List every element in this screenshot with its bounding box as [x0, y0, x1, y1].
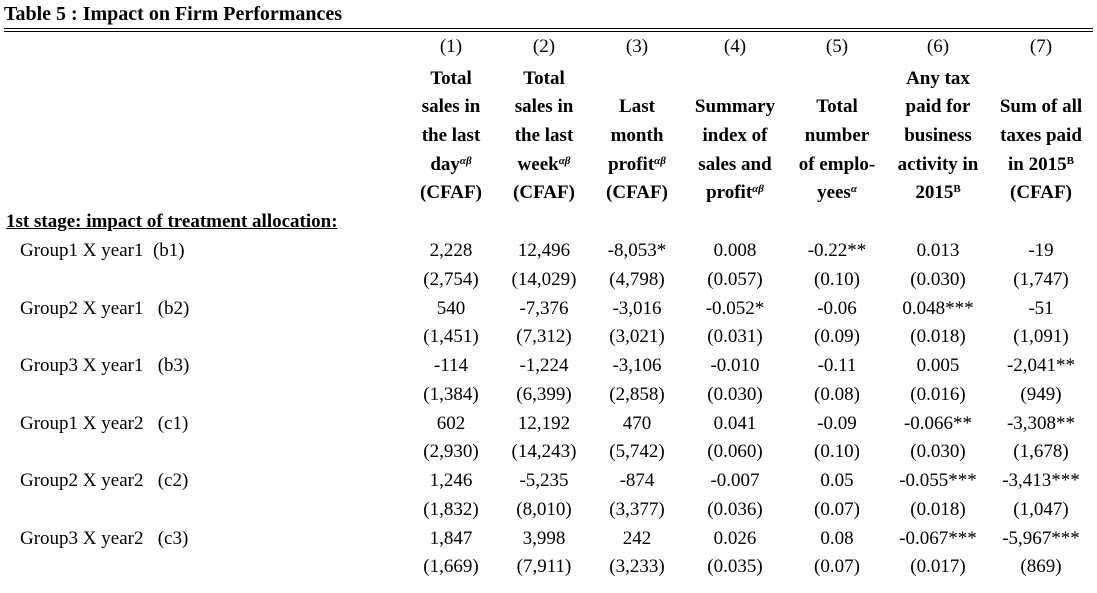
std-error-cell: (1,832) — [423, 498, 479, 520]
row-label: Group1 X year2 (c1) — [20, 412, 189, 434]
table-title: Table 5 : Impact on Firm Performances — [4, 3, 343, 25]
std-error-cell: (0.060) — [707, 441, 763, 462]
coefficient-cell: 470 — [622, 412, 652, 434]
std-error-cell: (3,377) — [609, 498, 665, 520]
std-error-cell: (1,091) — [1013, 326, 1069, 347]
header-superscript: αβ — [459, 154, 472, 167]
coefficient-cell: 2,228 — [429, 240, 473, 261]
coefficient-cell: -3,308** — [1006, 412, 1076, 434]
std-error-cell: (0.035) — [707, 556, 763, 577]
column-number: (1) — [439, 36, 463, 57]
stage-label: 1st stage: impact of treatment allocation: — [6, 211, 338, 232]
std-error-cell: (2,858) — [609, 383, 665, 405]
coefficient-cell: -3,016 — [612, 297, 662, 319]
std-error-cell: (0.07) — [814, 556, 860, 577]
coefficient-cell: -874 — [619, 470, 655, 491]
coefficient-cell: -0.066** — [903, 412, 973, 434]
column-number: (4) — [723, 36, 747, 57]
header-superscript: αβ — [654, 154, 666, 167]
coefficient-cell: 0.041 — [713, 412, 757, 434]
std-error-cell: (0.10) — [814, 441, 860, 462]
column-header: Sum of all taxes paid in $2015^B$ (CFAF) — [986, 93, 1096, 208]
std-error-cell: (7,312) — [516, 326, 572, 347]
std-error-cell: (6,399) — [516, 383, 572, 405]
coefficient-cell: 0.05 — [820, 470, 854, 491]
column-unit: (CFAF) — [420, 182, 482, 204]
std-error-cell: (0.018) — [910, 326, 966, 347]
row-label: Group3 X year2 (c3) — [20, 527, 189, 549]
std-error-cell: (2,754) — [423, 268, 479, 290]
coefficient-cell: 602 — [436, 412, 466, 434]
coefficient-cell: 12,496 — [517, 240, 571, 261]
coefficient-cell: 1,246 — [429, 470, 473, 491]
std-error-cell: (14,029) — [511, 268, 577, 290]
coefficient-cell: 0.026 — [713, 527, 757, 549]
coefficient-cell: -0.010 — [710, 355, 760, 376]
coefficient-cell: -0.055*** — [899, 470, 977, 491]
column-header: Summary index of sales and profit$^{\alpha\beta}$ — [694, 96, 776, 204]
column-header: Any tax paid for business activity in $2015^B$ — [897, 67, 979, 204]
header-superscript: B — [1066, 154, 1074, 167]
coefficient-cell: -3,413*** — [1002, 470, 1080, 491]
std-error-cell: (0.057) — [707, 268, 763, 290]
coefficient-cell: 1,847 — [429, 527, 473, 549]
std-error-cell: (0.017) — [910, 556, 966, 577]
std-error-cell: (7,911) — [516, 556, 572, 577]
coefficient-cell: -0.09 — [817, 412, 857, 434]
std-error-cell: (2,930) — [423, 441, 479, 462]
coefficient-cell: -0.067*** — [899, 527, 977, 549]
top-rule-double — [4, 31, 1093, 32]
coefficient-cell: 0.008 — [713, 240, 757, 261]
std-error-cell: (3,233) — [609, 556, 665, 577]
coefficient-cell: -2,041** — [1006, 355, 1076, 376]
std-error-cell: (0.10) — [814, 268, 860, 290]
coefficient-cell: -7,376 — [519, 297, 569, 319]
coefficient-cell: 540 — [436, 297, 466, 319]
coefficient-cell: -19 — [1028, 240, 1054, 261]
column-unit: (CFAF) — [1010, 182, 1072, 204]
header-superscript: α — [850, 183, 857, 196]
coefficient-cell: -0.007 — [710, 470, 760, 491]
std-error-cell: (0.07) — [814, 498, 860, 520]
std-error-cell: (5,742) — [609, 441, 665, 462]
header-superscript: αβ — [752, 183, 764, 196]
coefficient-cell: 0.013 — [916, 240, 960, 261]
std-error-cell: (0.031) — [707, 326, 763, 347]
std-error-cell: (1,747) — [1013, 268, 1069, 290]
column-header: Total sales in the last week$^{\alpha\beta}$ (CFAF) — [489, 65, 599, 209]
coefficient-cell: 0.005 — [916, 355, 960, 376]
coefficient-cell: -5,967*** — [1002, 527, 1080, 549]
std-error-cell: (869) — [1020, 556, 1062, 577]
column-number: (7) — [1029, 36, 1053, 57]
std-error-cell: (1,384) — [423, 383, 479, 405]
coefficient-cell: -5,235 — [519, 470, 569, 491]
std-error-cell: (0.030) — [910, 268, 966, 290]
column-unit: (CFAF) — [606, 182, 668, 204]
column-number: (6) — [926, 36, 950, 57]
coefficient-cell: 0.08 — [820, 527, 854, 549]
column-number: (2) — [532, 36, 556, 57]
coefficient-cell: 0.048*** — [902, 297, 974, 319]
std-error-cell: (3,021) — [609, 326, 665, 347]
std-error-cell: (0.030) — [707, 383, 763, 405]
coefficient-cell: 242 — [622, 527, 652, 549]
std-error-cell: (1,669) — [423, 556, 479, 577]
std-error-cell: (14,243) — [511, 441, 577, 462]
std-error-cell: (1,678) — [1013, 441, 1069, 462]
coefficient-cell: 3,998 — [522, 527, 566, 549]
header-superscript: B — [953, 183, 961, 196]
column-number: (5) — [825, 36, 849, 57]
column-header: Total number of emplo- yees$^\alpha$ — [798, 96, 876, 204]
std-error-cell: (8,010) — [516, 498, 572, 520]
std-error-cell: (1,047) — [1013, 498, 1069, 520]
column-number: (3) — [625, 36, 649, 57]
std-error-cell: (949) — [1020, 383, 1062, 405]
coefficient-cell: -3,106 — [612, 355, 662, 376]
coefficient-cell: -51 — [1028, 297, 1054, 319]
column-unit: (CFAF) — [513, 182, 575, 204]
coefficient-cell: -0.11 — [817, 355, 857, 376]
std-error-cell: (0.030) — [910, 441, 966, 462]
std-error-cell: (0.09) — [814, 326, 860, 347]
coefficient-cell: -8,053* — [607, 240, 667, 261]
std-error-cell: (0.036) — [707, 498, 763, 520]
coefficient-cell: -1,224 — [519, 355, 569, 376]
column-header: Total sales in the last day$^{\alpha\beta}$ (CFAF) — [396, 65, 506, 209]
row-label: Group1 X year1 (b1) — [20, 240, 185, 261]
coefficient-cell: -0.06 — [817, 297, 857, 319]
coefficient-cell: -0.22** — [807, 240, 867, 261]
top-rule — [4, 28, 1093, 29]
std-error-cell: (0.08) — [814, 383, 860, 405]
coefficient-cell: 12,192 — [517, 412, 571, 434]
row-label: Group2 X year1 (b2) — [20, 297, 190, 319]
coefficient-cell: -114 — [433, 355, 469, 376]
row-label: Group2 X year2 (c2) — [20, 470, 189, 491]
header-superscript: αβ — [558, 154, 571, 167]
row-label: Group3 X year1 (b3) — [20, 355, 190, 376]
std-error-cell: (4,798) — [609, 268, 665, 290]
coefficient-cell: -0.052* — [705, 297, 765, 319]
std-error-cell: (1,451) — [423, 326, 479, 347]
column-header: Last month profit$^{\alpha\beta}$ (CFAF) — [582, 93, 692, 208]
std-error-cell: (0.016) — [910, 383, 966, 405]
std-error-cell: (0.018) — [910, 498, 966, 520]
